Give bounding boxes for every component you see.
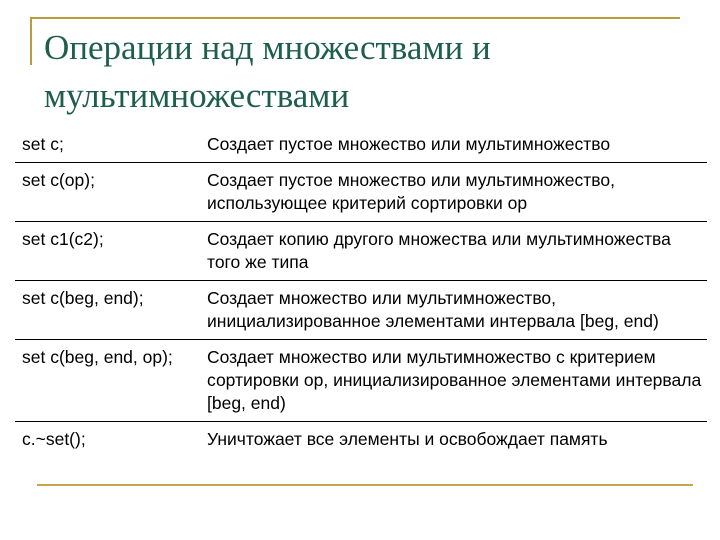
slide-title: Операции над множествами и мультимножествами: [44, 28, 491, 115]
description-cell: Уничтожает все элементы и освобождает память: [207, 429, 608, 449]
table-row: [15, 127, 707, 163]
code-cell: set c1(c2);: [22, 229, 104, 249]
table-row: [15, 222, 707, 281]
table-row: [15, 163, 707, 222]
description-cell: Создает копию другого множества или мультимножества того же типа: [207, 229, 671, 272]
code-cell: set c(beg, end, op);: [22, 347, 173, 367]
table-row: [15, 422, 707, 458]
table-row: [15, 281, 707, 340]
code-cell: set c;: [22, 134, 64, 154]
description-cell: Создает множество или мультимножество, инициализированное элементами интервала [beg, end): [207, 288, 659, 331]
top-decorative-line: [30, 17, 680, 19]
description-cell: Создает пустое множество или мультимножество: [207, 134, 611, 154]
description-cell: Создает множество или мультимножество с критерием сортировки op, инициализированное элементами интервала [beg, end): [207, 347, 702, 413]
bottom-decorative-line: [37, 484, 693, 486]
operations-table: [15, 127, 707, 457]
table-row: [15, 340, 707, 422]
code-cell: set c(op);: [22, 170, 95, 190]
code-cell: c.~set();: [22, 429, 86, 449]
description-cell: Создает пустое множество или мультимножество, использующее критерий сортировки op: [207, 170, 615, 213]
left-decorative-line: [30, 17, 32, 65]
code-cell: set c(beg, end);: [22, 288, 144, 308]
